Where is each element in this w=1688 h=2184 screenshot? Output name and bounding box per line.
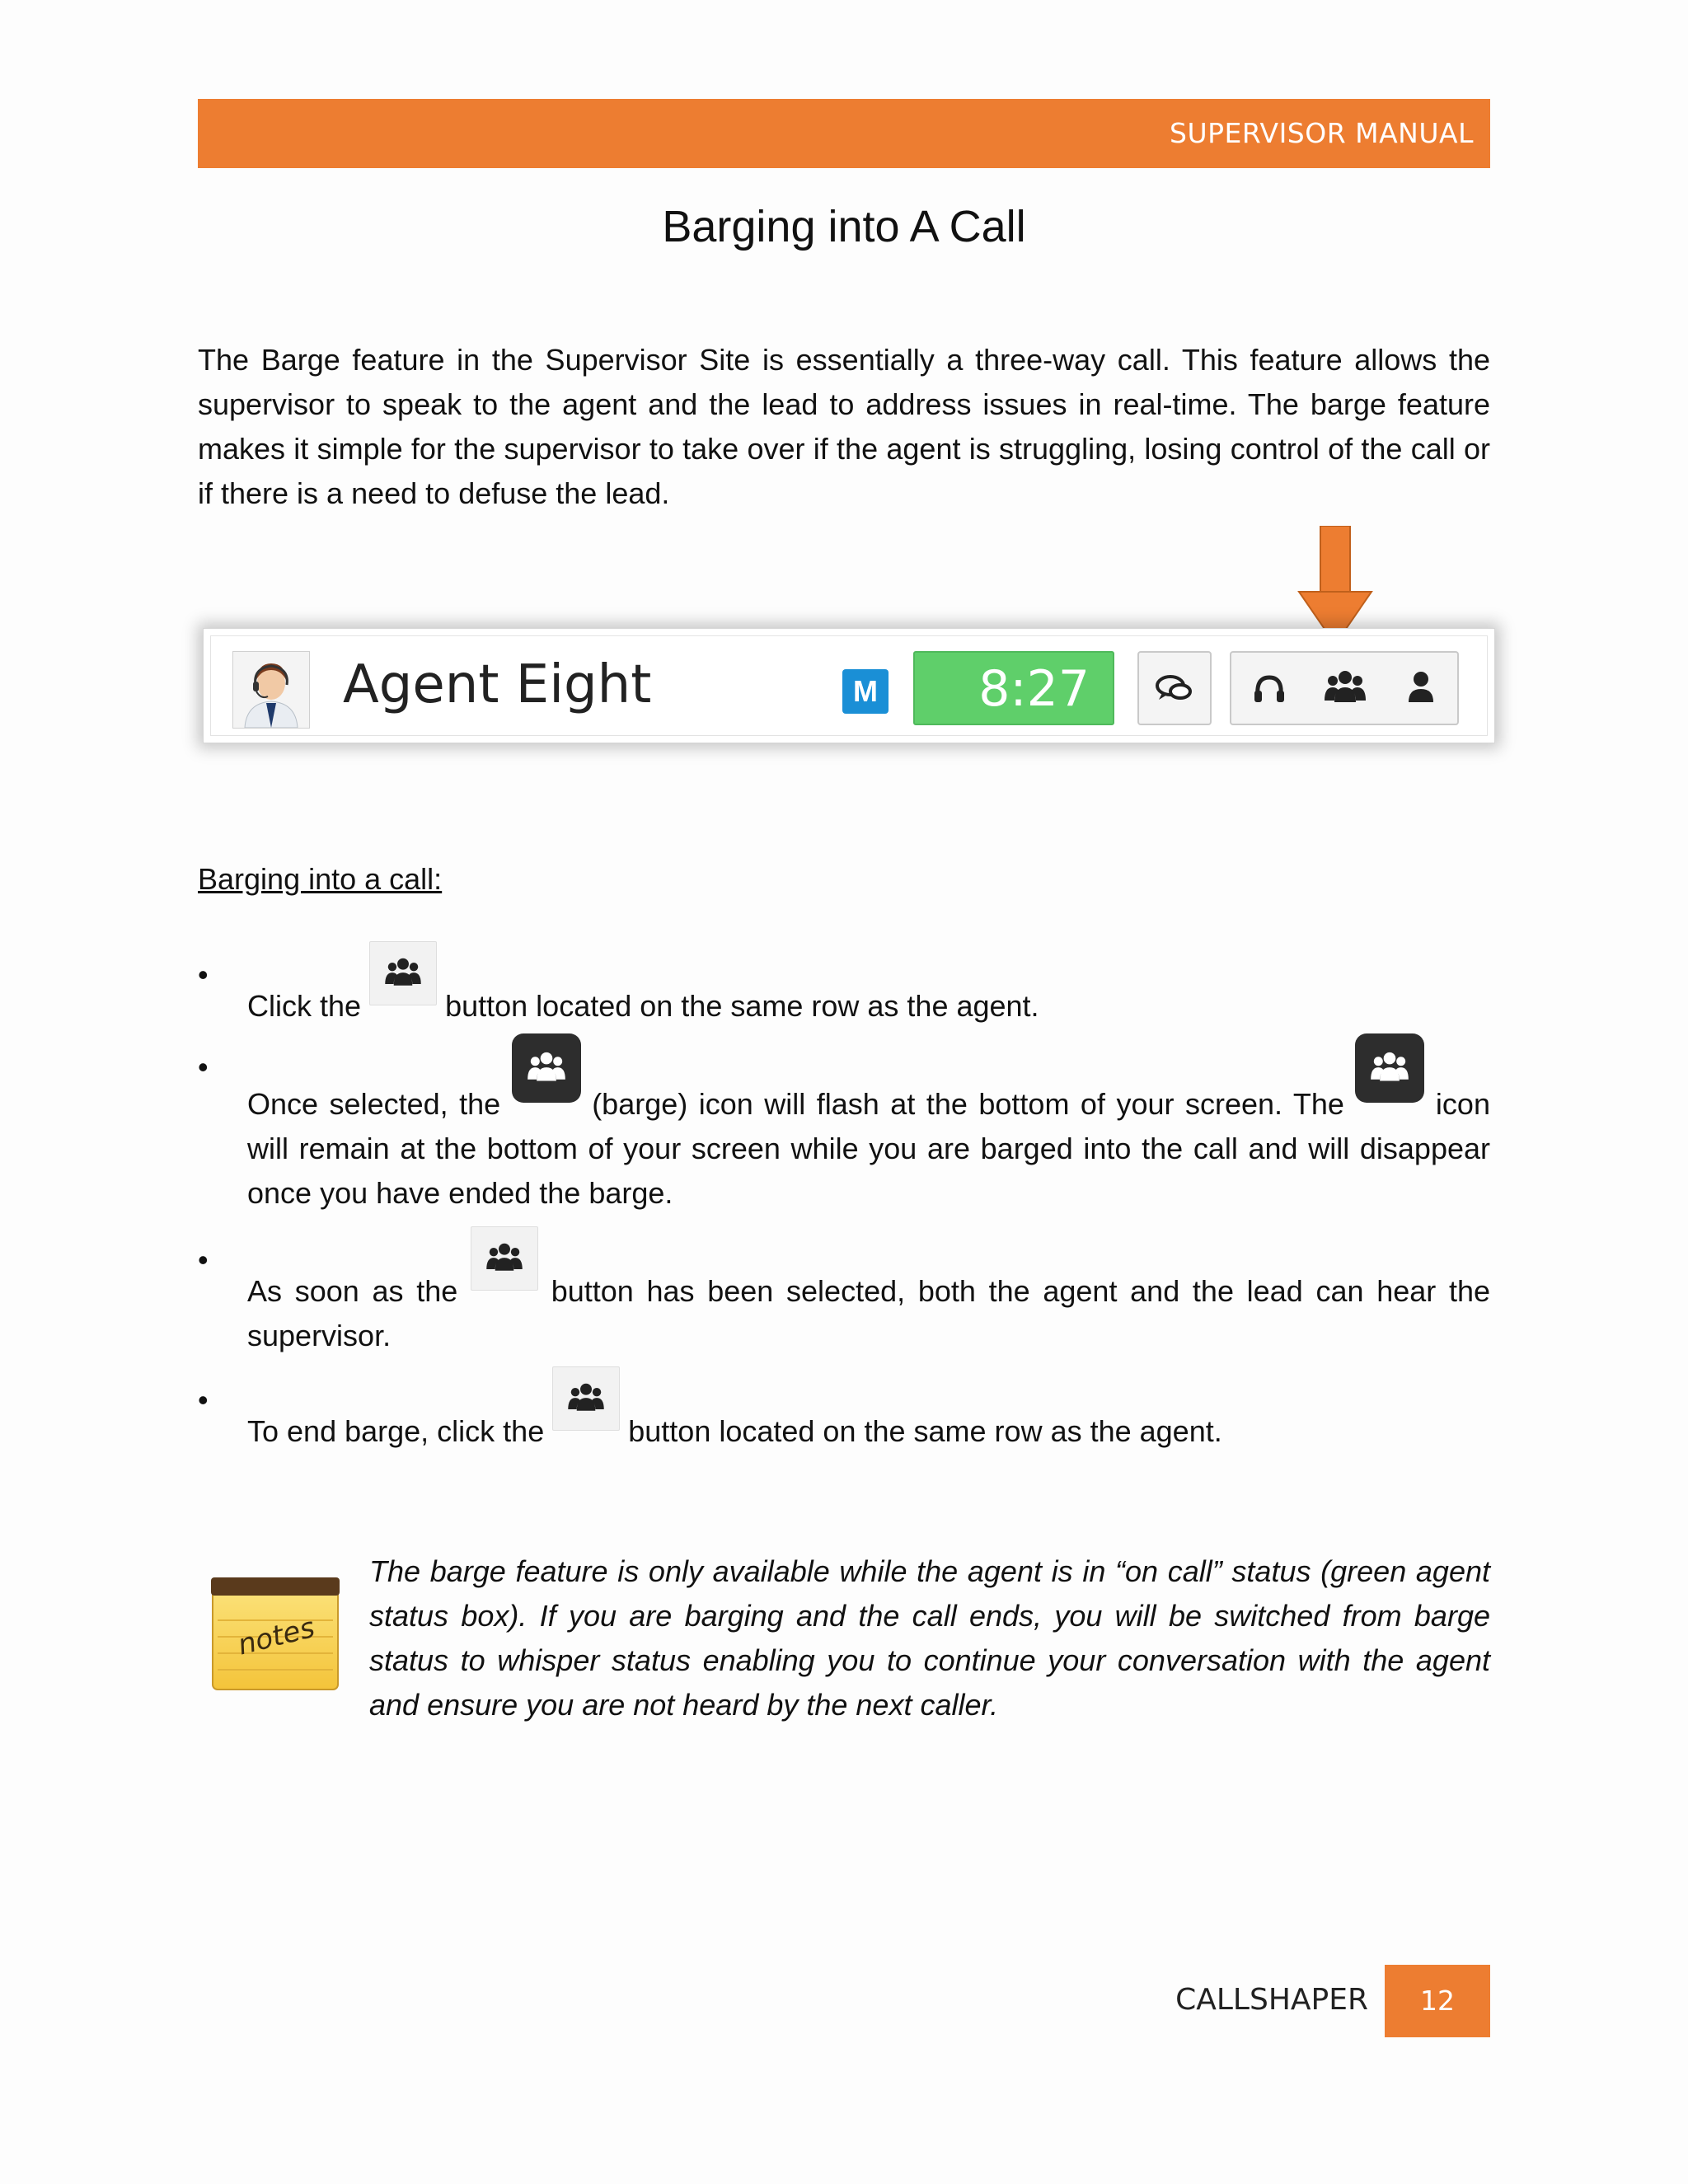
user-icon (1383, 653, 1459, 724)
bullet-text: button located on the same row as the agent. (628, 1414, 1222, 1448)
whisper-button[interactable] (1231, 653, 1307, 724)
page-number: 12 (1385, 1965, 1490, 2037)
group-icon (553, 1367, 619, 1430)
header-bar (198, 99, 1490, 168)
page-title: Barging into A Call (662, 202, 1026, 251)
group-icon (1355, 1033, 1424, 1103)
group-icon (512, 1033, 581, 1103)
bullet-text: icon will remain at the bottom of your screen while you are barged into the call and will disappear once you have ended the barge. (247, 1087, 1490, 1210)
call-timer: 8:27 (913, 651, 1114, 725)
note-text: The barge feature is only available while the agent is in “on call” status (green agent status box). If you are barging and the call ends, you will be switched from barge status to whisper status enabling you to continue your conversation with the agent and ensure you are not heard by the next caller. (369, 1554, 1490, 1722)
barge-status-icon (512, 1033, 581, 1103)
group-icon (1307, 653, 1383, 724)
barge-button[interactable] (1307, 653, 1383, 724)
agent-avatar (232, 651, 310, 729)
group-icon (471, 1227, 537, 1290)
barge-button-image (552, 1366, 620, 1431)
bullet-text: Once selected, the (247, 1087, 501, 1121)
section-heading: Barging into a call: (198, 862, 443, 896)
chat-button[interactable] (1137, 651, 1212, 725)
headset-icon (1231, 653, 1307, 724)
bullet-text: To end barge, click the (247, 1414, 545, 1448)
barge-button-image (369, 941, 437, 1005)
bullet-text: As soon as the (247, 1274, 458, 1308)
intro-paragraph: The Barge feature in the Supervisor Site is essentially a three-way call. This feature allows the supervisor to speak to the agent and the lead to address issues in real-time. The barge feature makes it simple for the supervisor to take over if the agent is struggling, losing control of the call or if there is a need to defuse the lead. (198, 343, 1490, 510)
bullet-text: button located on the same row as the agent. (445, 989, 1039, 1023)
mode-badge: M (842, 669, 889, 714)
notes-pad-label: notes (234, 1610, 318, 1662)
barge-button-image (471, 1226, 538, 1291)
agent-name: Agent Eight (343, 654, 652, 715)
notes-icon (206, 1571, 345, 1694)
barge-status-icon (1355, 1033, 1424, 1103)
bullet-text: Click the (247, 989, 362, 1023)
footer-brand: CALLSHAPER (1175, 1983, 1368, 2017)
chat-icon (1139, 653, 1210, 724)
group-icon (370, 942, 436, 1005)
agent-row (203, 628, 1495, 743)
bullet-text: button has been selected, both the agent and the lead can hear the supervisor. (247, 1274, 1490, 1352)
bullet-text: (barge) icon will flash at the bottom of your screen. The (592, 1087, 1344, 1121)
header-label: SUPERVISOR MANUAL (1170, 117, 1474, 149)
call-action-group (1230, 651, 1459, 725)
takeover-button[interactable] (1383, 653, 1459, 724)
